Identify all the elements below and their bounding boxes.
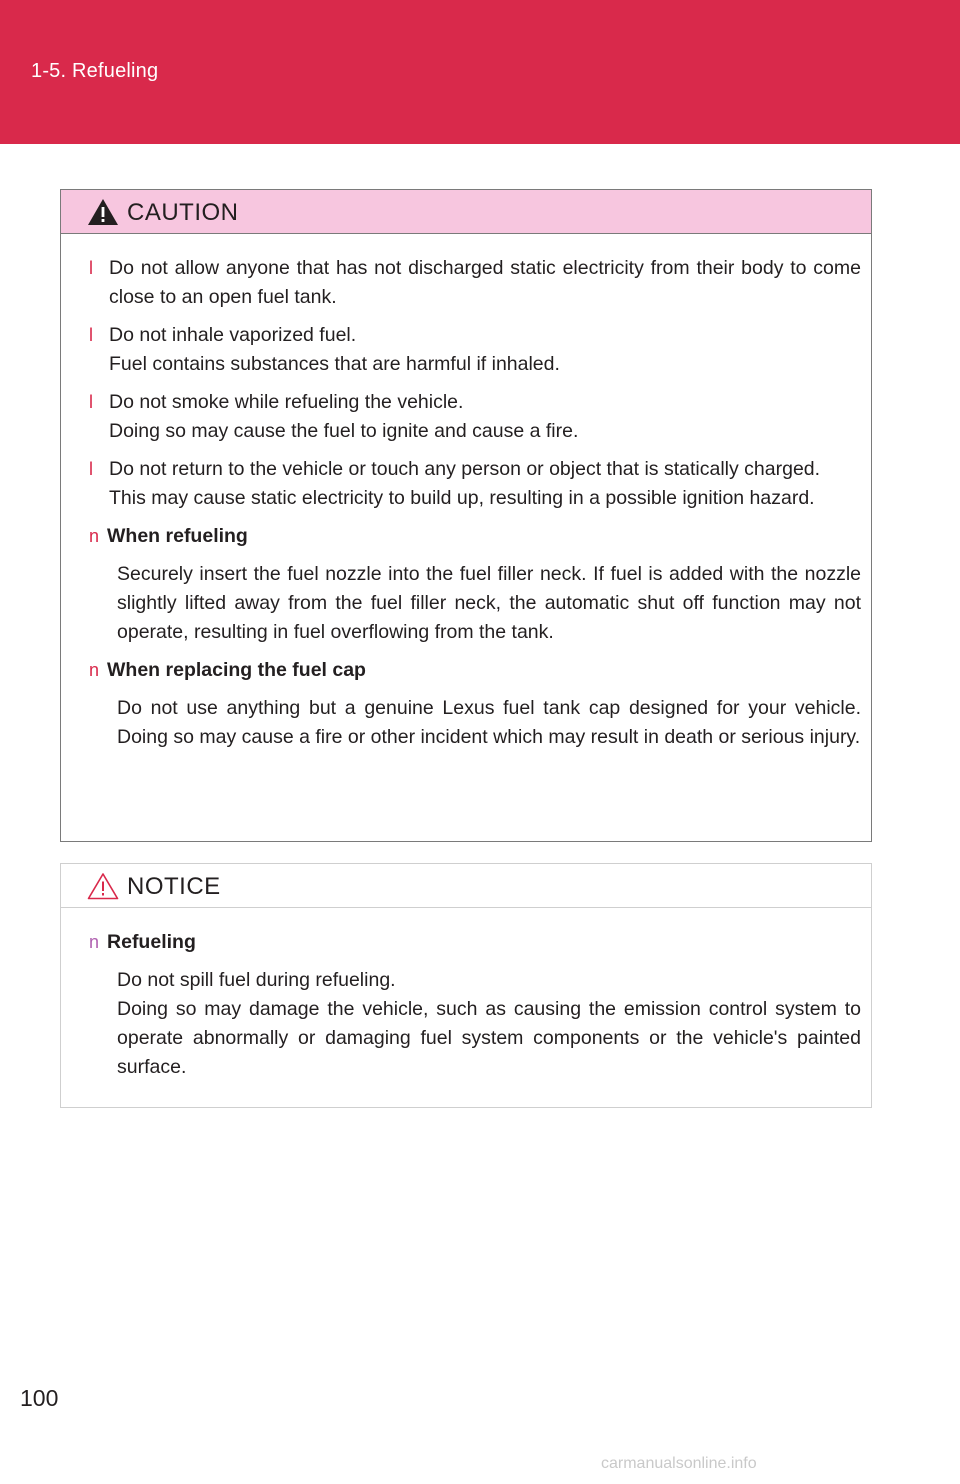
section-heading: [89, 928, 861, 957]
bullet-text: Do not smoke while refueling the vehicle.: [109, 391, 464, 413]
page-number: 100: [20, 1385, 59, 1411]
bullet-marker: l: [89, 459, 93, 479]
section-heading: [89, 522, 861, 551]
caution-body: [61, 234, 871, 752]
notice-box: [60, 863, 872, 1108]
section-heading-text: When refueling: [107, 525, 248, 547]
bullet-marker: l: [89, 325, 93, 345]
caution-box: [60, 189, 872, 842]
notice-body: [61, 908, 871, 1082]
section-text: [89, 694, 861, 752]
bullet-marker: l: [89, 392, 93, 412]
watermark: carmanualsonline.info: [601, 1455, 757, 1472]
caution-section: [89, 656, 861, 752]
caution-bullet: [89, 254, 861, 312]
notice-section: [89, 928, 861, 1082]
bullet-text: This may cause static electricity to build up, resulting in a possible ignition hazard.: [109, 487, 815, 509]
warning-triangle-icon: [87, 198, 119, 226]
section-title: 1-5. Refueling: [31, 60, 159, 82]
bullet-text: Do not inhale vaporized fuel.: [109, 324, 357, 346]
notice-label: NOTICE: [127, 873, 221, 900]
bullet-marker: l: [89, 258, 93, 278]
caution-bullet: [89, 321, 861, 379]
bullet-text: Doing so may cause the fuel to ignite and cause a fire.: [109, 420, 579, 442]
section-marker: n: [89, 526, 100, 546]
section-marker: n: [89, 660, 100, 680]
warning-outline-icon: [87, 872, 119, 900]
section-paragraph: Do not use anything but a genuine Lexus fuel tank cap designed for your vehicle. Doing so may cause a fire or other incident which may result in death or serious injury.: [117, 697, 861, 748]
section-paragraph: Securely insert the fuel nozzle into the fuel filler neck. If fuel is added with the nozzle slightly lifted away from the fuel filler neck, the automatic shut off function may not operate, resulting in fuel overflowing from the tank.: [117, 563, 861, 643]
caution-section: [89, 522, 861, 647]
bullet-text: Fuel contains substances that are harmful if inhaled.: [109, 353, 560, 375]
section-paragraph: Doing so may damage the vehicle, such as causing the emission control system to operate abnormally or damaging fuel system components or the vehicle's painted surface.: [117, 998, 861, 1078]
section-text: [89, 560, 861, 647]
section-heading: [89, 656, 861, 685]
caution-header: [61, 190, 871, 234]
section-heading-text: Refueling: [107, 931, 196, 953]
section-paragraph: Do not spill fuel during refueling.: [117, 969, 396, 991]
notice-header: [61, 864, 871, 908]
caution-label: CAUTION: [127, 199, 239, 226]
caution-bullet: [89, 388, 861, 446]
bullet-text: Do not allow anyone that has not discharged static electricity from their body to come close to an open fuel tank.: [109, 257, 861, 308]
section-text: [89, 966, 861, 1082]
bullet-text: Do not return to the vehicle or touch any person or object that is statically charged.: [109, 458, 821, 480]
section-heading-text: When replacing the fuel cap: [107, 659, 366, 681]
caution-bullet: [89, 455, 861, 513]
section-marker: n: [89, 932, 100, 952]
